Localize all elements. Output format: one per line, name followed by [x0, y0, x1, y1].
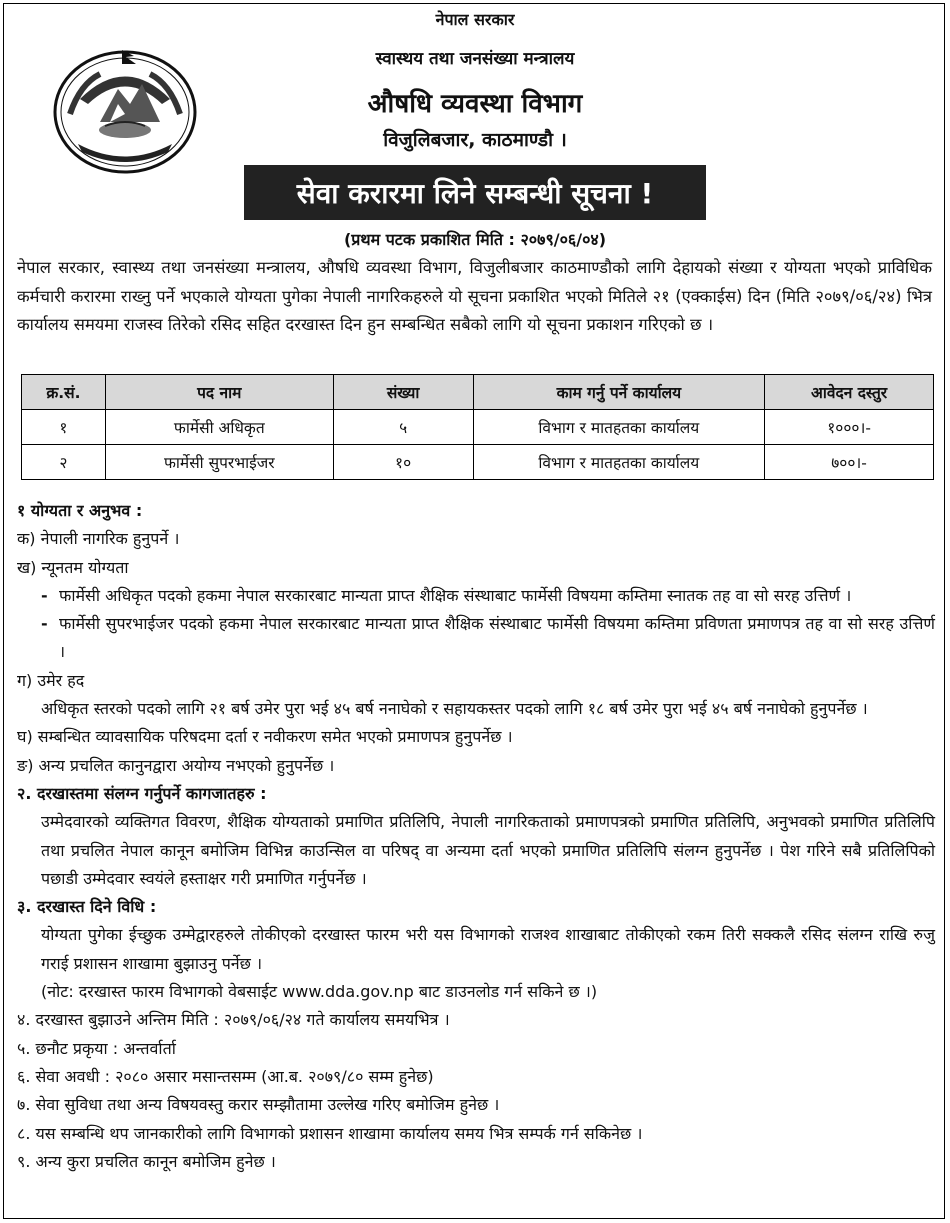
notice-body: [17, 497, 935, 1176]
section-2-text: उम्मेदवारको व्यक्तिगत विवरण, शैक्षिक योग्यताको प्रमाणित प्रतिलिपि, नेपाली नागरिकताको प्रमाणपत्रको प्रमाणित प्रतिलिपि, अनुभवको प्रमाणित प्रतिलिपि तथा प्रचलित नेपाल कानून बमोजिम विभिन्न काउन्सिल वा परिषद् वा अन्यमा दर्ता भएको प्रमाणित प्रतिलिपि संलग्न हुनुपर्नेछ । पेश गरिने सबै प्रतिलिपिको पछाडी उम्मेदवार स्वयंले हस्ताक्षर गरी प्रमाणित गर्नुपर्नेछ ।: [41, 812, 935, 888]
list-item: ५. छनौट प्रकृया : अन्तर्वार्ता: [17, 1038, 176, 1058]
cell-sn: १: [22, 410, 106, 445]
col-header-office: काम गर्नु पर्ने कार्यालय: [473, 375, 765, 410]
table-row: [22, 445, 934, 480]
col-header-fee: आवेदन दस्तुर: [765, 375, 934, 410]
cell-count: १०: [333, 445, 473, 480]
cell-count: ५: [333, 410, 473, 445]
list-item: ६. सेवा अवधी : २०८० असार मसान्तसम्म (आ.ब. २०७९/८० सम्म हुनेछ): [17, 1066, 434, 1086]
age-limit-text: अधिकृत स्तरको पदको लागि २१ बर्ष उमेर पुरा भई ४५ बर्ष ननाघेको र सहायकस्तर पदको लागि १८ बर्ष उमेर पुरा भई ४५ बर्ष ननाघेको हुनुपर्नेछ ।: [41, 699, 868, 719]
notice-title-banner: [244, 165, 706, 220]
cell-sn: २: [22, 445, 106, 480]
col-header-sn: क्र.सं.: [22, 375, 106, 410]
list-item: ८. यस सम्बन्धि थप जानकारीको लागि विभागको प्रशासन शाखामा कार्यालय समय भित्र सम्पर्क गर्न सकिनेछ ।: [17, 1123, 643, 1143]
government-name: नेपाल सरकार: [435, 10, 515, 29]
table-header-row: [22, 375, 934, 410]
section-1-heading: १ योग्यता र अनुभव :: [17, 501, 143, 520]
publication-date: (प्रथम पटक प्रकाशित मिति : २०७९/०६/०४): [343, 230, 607, 249]
section-2-heading: २. दरखास्तमा संलग्न गर्नुपर्ने कागजातहरु :: [17, 783, 267, 803]
dash-marker: -: [41, 585, 48, 605]
qualification-supervisor: फार्मेसी सुपरभाईजर पदको हकमा नेपाल सरकारबाट मान्यता प्राप्त शैक्षिक संस्थाबाट फार्मेसी विषयमा कम्तिमा प्रविणता प्रमाणपत्र तह वा सो सरह उत्तिर्ण ।: [59, 614, 935, 662]
qualification-item: [17, 610, 935, 667]
list-item: ९. अन्य कुरा प्रचलित कानून बमोजिम हुनेछ ।: [17, 1151, 276, 1171]
cell-office: विभाग र मातहतका कार्यालय: [473, 445, 765, 480]
department-address: विजुलिबजार, काठमाण्डौ ।: [383, 129, 567, 151]
qualification-item: [17, 582, 935, 610]
list-item: ७. सेवा सुविधा तथा अन्य विषयवस्तु करार सम्झौतामा उल्लेख गरिए बमोजिम हुनेछ ।: [17, 1095, 500, 1115]
criterion-ka: क) नेपाली नागरिक हुनुपर्ने ।: [17, 529, 180, 549]
cell-post: फार्मेसी सुपरभाईजर: [105, 445, 333, 480]
notice-title: सेवा करारमा लिने सम्बन्धी सूचना !: [296, 176, 654, 210]
criterion-gha: घ) सम्बन्धित व्यावसायिक परिषदमा दर्ता र नवीकरण समेत भएको प्रमाणपत्र हुनुपर्नेछ ।: [17, 727, 513, 747]
col-header-count: संख्या: [333, 375, 473, 410]
ministry-name: स्वास्थय तथा जनसंख्या मन्त्रालय: [375, 49, 575, 69]
dash-marker: -: [41, 614, 48, 634]
col-header-post: पद नाम: [105, 375, 333, 410]
cell-post: फार्मेसी अधिकृत: [105, 410, 333, 445]
criterion-kha: ख) न्यूनतम योग्यता: [17, 557, 129, 577]
list-item: ४. दरखास्त बुझाउने अन्तिम मिति : २०७९/०६/२४ गते कार्यालय समयभित्र ।: [17, 1010, 450, 1030]
criterion-ga: ग) उमेर हद: [17, 670, 85, 690]
cell-fee: ७००।-: [765, 445, 934, 480]
section-3-note: (नोट: दरखास्त फारम विभागको वेबसाईट www.dda.gov.np बाट डाउनलोड गर्न सकिने छ ।): [41, 982, 598, 1002]
qualification-officer: फार्मेसी अधिकृत पदको हकमा नेपाल सरकारबाट मान्यता प्राप्त शैक्षिक संस्थाबाट फार्मेसी विषयमा कम्तिमा स्नातक तह वा सो सरह उत्तिर्ण ।: [59, 585, 852, 605]
department-name: औषधि व्यवस्था विभाग: [367, 89, 583, 119]
cell-office: विभाग र मातहतका कार्यालय: [473, 410, 765, 445]
criterion-nga: ङ) अन्य प्रचलित कानुनद्वारा अयोग्य नभएको हुनुपर्नेछ ।: [17, 755, 335, 775]
section-3-heading: ३. दरखास्त दिने विधि :: [17, 897, 157, 917]
intro-paragraph: नेपाल सरकार, स्वास्थ्य तथा जनसंख्या मन्त्रालय, औषधि व्यवस्था विभाग, विजुलीबजार काठमाण्डौको लागि देहायको संख्या र योग्यता भएको प्राविधिक कर्मचारी करारमा राख्नु पर्ने भएकाले योग्यता पुगेका नेपाली नागरिकहरुले यो सूचना प्रकाशित भएको मितिले २१ (एक्काईस) दिन (मिति २०७९/०६/२४) भित्र कार्यालय समयमा राजस्व तिरेको रसिद सहित दरखास्त दिन हुन सम्बन्धित सबैको लागि यो सूचना प्रकाशन गरिएको छ ।: [17, 258, 932, 334]
vacancy-table: [21, 374, 934, 480]
section-3-text: योग्यता पुगेका ईच्छुक उम्मेद्वारहरुले तोकीएको दरखास्त फारम भरी यस विभागको राजश्व शाखाबाट तोकीएको रकम तिरी सक्कलै रसिद संलग्न राखि रुजु गराई प्रशासन शाखामा बुझाउनु पर्नेछ ।: [41, 925, 935, 973]
cell-fee: १०००।-: [765, 410, 934, 445]
table-row: [22, 410, 934, 445]
